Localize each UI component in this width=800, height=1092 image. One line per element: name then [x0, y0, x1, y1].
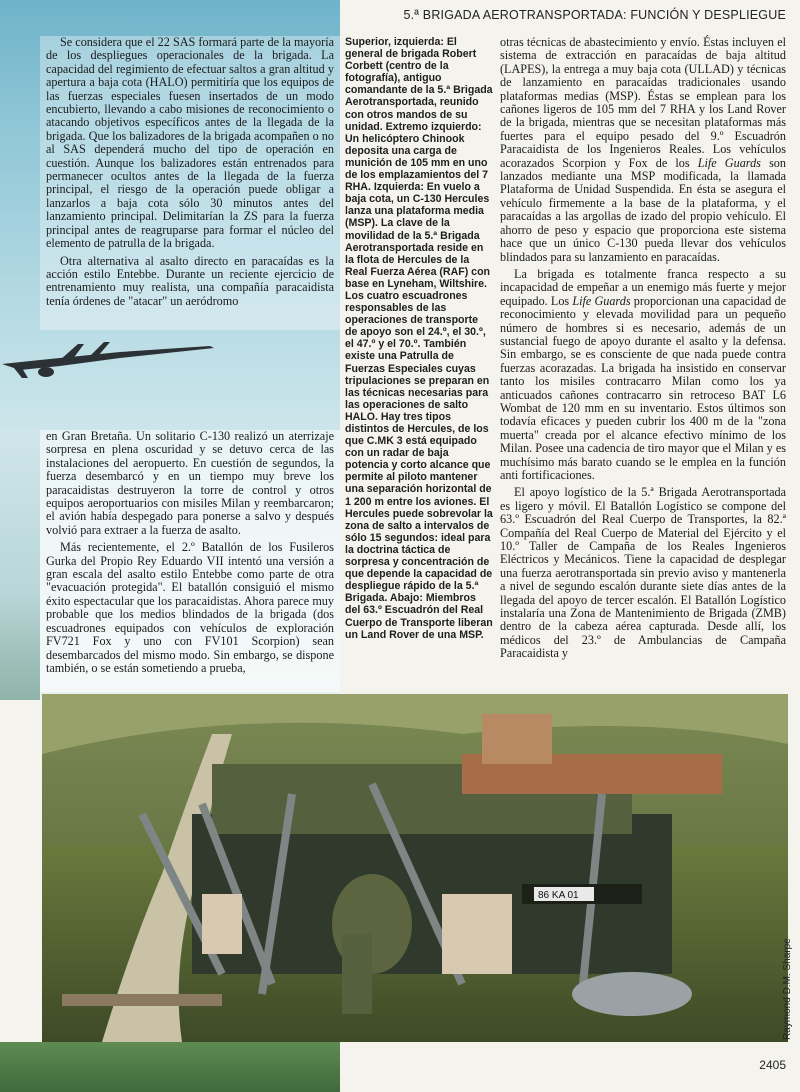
sky-photo-lower-edge	[0, 430, 40, 700]
caption-text: Superior, izquierda: El general de brigada Robert Corbett (centro de la fotografía), antiguo comandante de la 5.ª Brigada Aerotransportada, reunido con otros mandos de su unidad. Extremo izquierdo: Un helicóptero Chinook deposita una carga de munición de 105 mm en uno de los emplazamientos del 7 RHA. Izquierda: En vuelo a baja cota, un C-130 Hercules lanza una plataforma media (MSP). La clave de la movilidad de la 5.ª Brigada Aerotransportada reside en la flota de Hercules de la Real Fuerza Aérea (RAF) con base en Lyneham, Wiltshire. Los cuatro escuadrones responsables de las operaciones de transporte de apoyo son el 24.º, el 30.º, el 47.º y el 70.º. También existe una Patrulla de Fuerzas Especiales cuyas tripulaciones se preparan en las técnicas necesarias para las operaciones de salto HALO. Hay tres tipos distintos de Hercules, de los que C.MK 3 está equipado con un radar de baja potencia y corto alcance que permite al piloto mantener una separación horizontal de 1 200 m entre los aviones. El Hercules puede sobrevolar la zona de salto a intervalos de sólo 15 segundos: ideal para la doctrina táctica de sorpresa y concentración de que depende la capacidad de despliegue rápido de la 5.ª Brigada. Abajo: Miembros del 63.º Escuadrón del Real Cuerpo de Transporte liberan un Land Rover de una MSP.	[345, 36, 493, 641]
paragraph: Se considera que el 22 SAS formará parte de la mayoría de los despliegues operacionales de la brigada. La capacidad del regimiento de efectuar saltos a gran altitud y apertura a baja cota (HALO) permitiría que los equipos de las fuerzas especiales fuesen insertados de un modo encubierto, llevando a cabo misiones de reconocimiento o atacando objetivos específicos antes de la llegada de la brigada. Que los balizadores de la brigada acompañen o no al SAS dependerá mucho del tipo de operación en cuestión. Aunque los balizadores están entrenados para permanecer ocultos antes de la llegada de la fuerza principal, el riesgo de la operación puede obligar a lanzarlos a baja cota sólo 30 minutos antes del lanzamiento principal. Delimitarían la ZS para la fuerza principal antes de reagruparse para formar el núcleo del elemento de patrulla de la brigada.	[46, 35, 334, 251]
photo-bottom-strip	[0, 1042, 340, 1092]
paragraph: en Gran Bretaña. Un solitario C-130 realizó un aterrizaje sorpresa en plena oscuridad y se detuvo cerca de las instalaciones del aeropuerto. En cuestión de segundos, la fuerza desembarcó y en un tiempo muy breve los paracaidistas destruyeron la torre de control y otros equipos aeroportuarios con misiles Milan y reembarcaron; el avión había despegado para ponerse a salvo y después volvió para extraer a la fuerza de asalto.	[46, 429, 334, 537]
column-left-top	[46, 36, 334, 312]
paragraph: Otra alternativa al asalto directo en paracaídas es la acción estilo Entebbe. Durante un reciente ejercicio de entrenamiento muy realista, una compañía paracaidista tenía órdenes de "atacar" un aeródromo	[46, 253, 334, 308]
column-left-bottom	[46, 430, 334, 679]
running-head: 5.ª BRIGADA AEROTRANSPORTADA: FUNCIÓN Y DESPLIEGUE	[403, 8, 786, 22]
photo-credit: Raymond D.M. Sharpe	[782, 938, 793, 1040]
landrover-platform-photo	[42, 694, 788, 1042]
paragraph: Más recientemente, el 2.º Batallón de los Fusileros Gurka del Propio Rey Eduardo VII intentó una versión a gran escala del asalto estilo Entebbe como parte de otra "evacuación protegida". El batallón consiguió el mismo éxito espectacular que los paracaidistas. Ahora parece muy probable que los medios blindados de la brigada (dos escuadrones equipados con vehículos de exploración FV721 Fox y uno con FV101 Scorpion) sean desembarcados del mismo modo. Sin embargo, se dispone también, o se están sometiendo a prueba,	[46, 540, 334, 675]
photo-caption	[345, 36, 493, 641]
paragraph: El apoyo logístico de la 5.ª Brigada Aerotransportada es ligero y móvil. El Batallón Logístico se compone del 63.º Escuadrón del Real Cuerpo de Transportes, la 82.ª Compañía del Real Cuerpo de Material del Ejército y el 10.º Taller de Campaña de los Reales Ingenieros Eléctricos y Mecánicos. Tiene la capacidad de desplegar una fuerza aerotransportada sin previo aviso y mantenerla a nivel de segundo escalón durante siete días antes de la llegada del apoyo de tercer escalón. El Batallón Logístico instalaría una Zona de Mantenimiento de Brigada (ZMB) dentro de la cabeza aérea capturada. Desde allí, los médicos del 23.º de Ambulancias de Campaña Paracaidista y	[500, 485, 786, 661]
photo-illustration	[42, 694, 788, 1042]
paragraph: La brigada es totalmente franca respecto a su incapacidad de empeñar a un enemigo más fuerte y mejor equipado. Los Life Guards proporcionan una capacidad de reconocimiento y elevada movilidad para un pequeño número de hombres si es necesario, además de un sustancial fuego de apoyo durante el asalto y la defensa. Sin embargo, se es consciente de que nada puede contra fuerzas acorazadas. La brigada ha insistido en conservar tanto los misiles contracarro Milan como los ya anticuados cañones contracarro sin retroceso BAT L6 Wombat de 120 mm en su inventario. Estos últimos son todavía eficaces y pueden cubrir los 400 m de la "zona muerta" creada por el alcance efectivo mínimo de los Milan. Posee una cadencia de tiro mayor que el Milan y es muchísimo más barato cuando se le emplea en la función anti fortificaciones.	[500, 266, 786, 482]
vehicle-plate: 86 KA 01	[538, 890, 579, 901]
column-right	[500, 36, 786, 665]
paragraph: otras técnicas de abastecimiento y envío. Éstas incluyen el sistema de extracción en paracaídas de baja altitud (LAPES), la entrega a muy baja cota (ULLAD) y técnicas de lanzamiento en paracaídas tradicionales usando plataformas medias (MSP). Éstas se emplean para los cañones ligeros de 105 mm del 7 RHA y los Land Rover de la brigada, mientras que se necesitan plataformas más fuertes para el equipo pesado del 9.º Escuadrón Paracaidista de los Ingenieros Reales. Los vehículos acorazados Scorpion y Fox de los Life Guards son lanzados mediante una MSP modificada, la llamada Plataforma de Unidad Suspendida. En ésta se asegura el vehículo firmemente a la base de la plataforma, y el paracaídas a las argollas de izado del propio vehículo. El ahorro de peso y espacio que proporciona este sistema hace que un único C-130 pueda llevar dos vehículos blindados para su lanzamiento en paracaídas.	[500, 35, 786, 264]
hercules-aircraft-silhouette	[0, 330, 230, 390]
page-number: 2405	[759, 1058, 786, 1072]
